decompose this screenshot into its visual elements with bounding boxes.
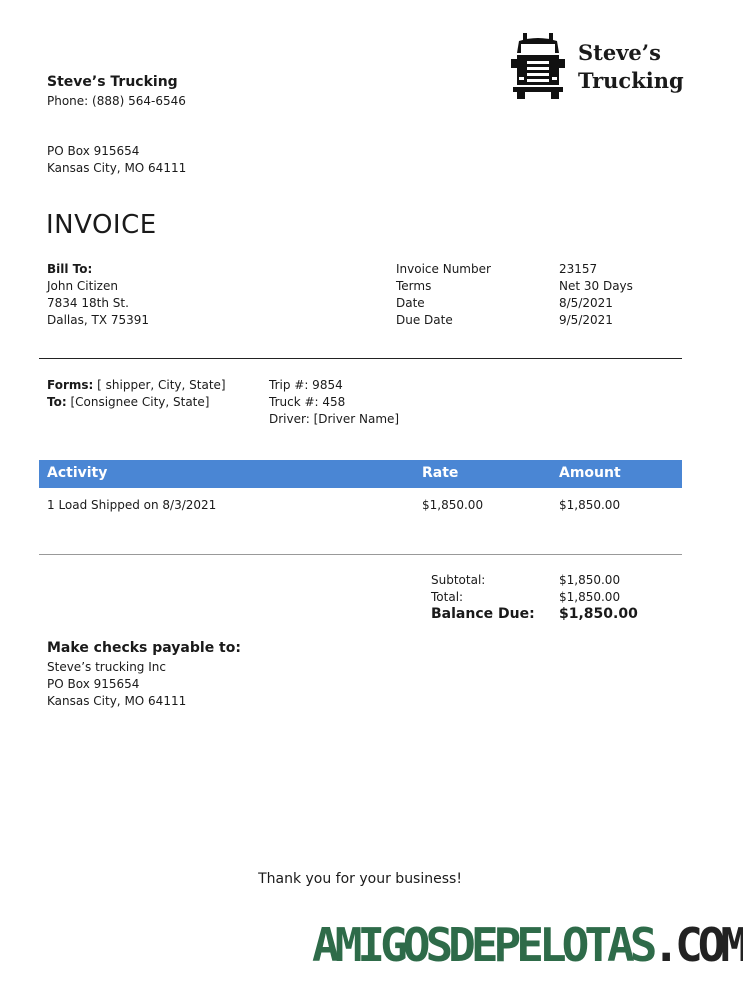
balance-due-value: $1,850.00 (559, 606, 638, 622)
forms-value: [ shipper, City, State] (93, 378, 226, 392)
meta-label: Date (396, 296, 425, 310)
driver-name: Driver: [Driver Name] (269, 412, 400, 426)
meta-row-invoice-number (396, 261, 633, 278)
total-label: Total: (431, 590, 464, 604)
logo-line2: Trucking (578, 68, 684, 93)
meta-row-due-date (396, 312, 633, 329)
truck-icon (510, 33, 566, 99)
truck-number: Truck #: 458 (269, 395, 346, 409)
forms-label: Forms: (47, 378, 94, 392)
trip-number: Trip #: 9854 (269, 378, 343, 392)
row-amount: $1,850.00 (559, 498, 621, 512)
subtotal-label: Subtotal: (431, 573, 486, 587)
bill-to-label: Bill To: (47, 262, 93, 276)
meta-label: Terms (396, 279, 432, 293)
watermark-main: AMIGOSDEPELOTAS (312, 918, 653, 972)
trip-details (269, 377, 399, 428)
bill-to-city: Dallas, TX 75391 (47, 313, 150, 327)
column-header-amount: Amount (559, 465, 621, 481)
bill-to-name: John Citizen (47, 279, 118, 293)
column-header-activity: Activity (47, 465, 108, 481)
company-phone: Phone: (888) 564-6546 (47, 94, 186, 108)
company-address-line1: PO Box 915654 (47, 144, 140, 158)
payable-title: Make checks payable to: (47, 640, 241, 656)
meta-value: Net 30 Days (559, 279, 633, 293)
meta-value: 8/5/2021 (559, 296, 613, 310)
row-rate: $1,850.00 (422, 498, 484, 512)
company-name: Steve’s Trucking (47, 74, 178, 90)
forms-line (47, 377, 226, 394)
payable-line1: Steve’s trucking Inc (47, 660, 166, 674)
totals (431, 572, 691, 626)
watermark-tld: .COM (652, 918, 743, 972)
company-address-line2: Kansas City, MO 64111 (47, 161, 187, 175)
logo-text (578, 39, 684, 95)
payable-line2: PO Box 915654 (47, 677, 140, 691)
meta-label: Due Date (396, 313, 453, 327)
column-header-rate: Rate (422, 465, 459, 481)
meta-row-date (396, 295, 633, 312)
section-divider (39, 358, 682, 359)
row-activity: 1 Load Shipped on 8/3/2021 (47, 498, 217, 512)
balance-due-label: Balance Due: (431, 606, 535, 622)
company-logo (510, 33, 690, 103)
thank-you-note: Thank you for your business! (258, 871, 462, 887)
bill-to-street: 7834 18th St. (47, 296, 129, 310)
subtotal-value: $1,850.00 (559, 573, 621, 587)
invoice-meta (396, 261, 633, 329)
bill-to (47, 261, 149, 329)
to-line (47, 394, 226, 411)
watermark (312, 918, 743, 972)
total-value: $1,850.00 (559, 590, 621, 604)
meta-value: 9/5/2021 (559, 313, 613, 327)
table-header (39, 460, 682, 488)
payable-line3: Kansas City, MO 64111 (47, 694, 187, 708)
subtotal-row (431, 572, 691, 589)
shipping-forms (47, 377, 226, 411)
logo-line1: Steve’s (578, 40, 661, 65)
to-value: [Consignee City, State] (66, 395, 210, 409)
table-row (0, 497, 720, 517)
meta-label: Invoice Number (396, 262, 491, 276)
company-address (47, 143, 186, 177)
meta-row-terms (396, 278, 633, 295)
to-label: To: (47, 395, 67, 409)
payment-info (47, 640, 241, 710)
balance-due-row (431, 606, 691, 626)
table-bottom-rule (39, 554, 682, 555)
invoice-title: INVOICE (46, 210, 157, 240)
meta-value: 23157 (559, 262, 598, 276)
total-row (431, 589, 691, 606)
